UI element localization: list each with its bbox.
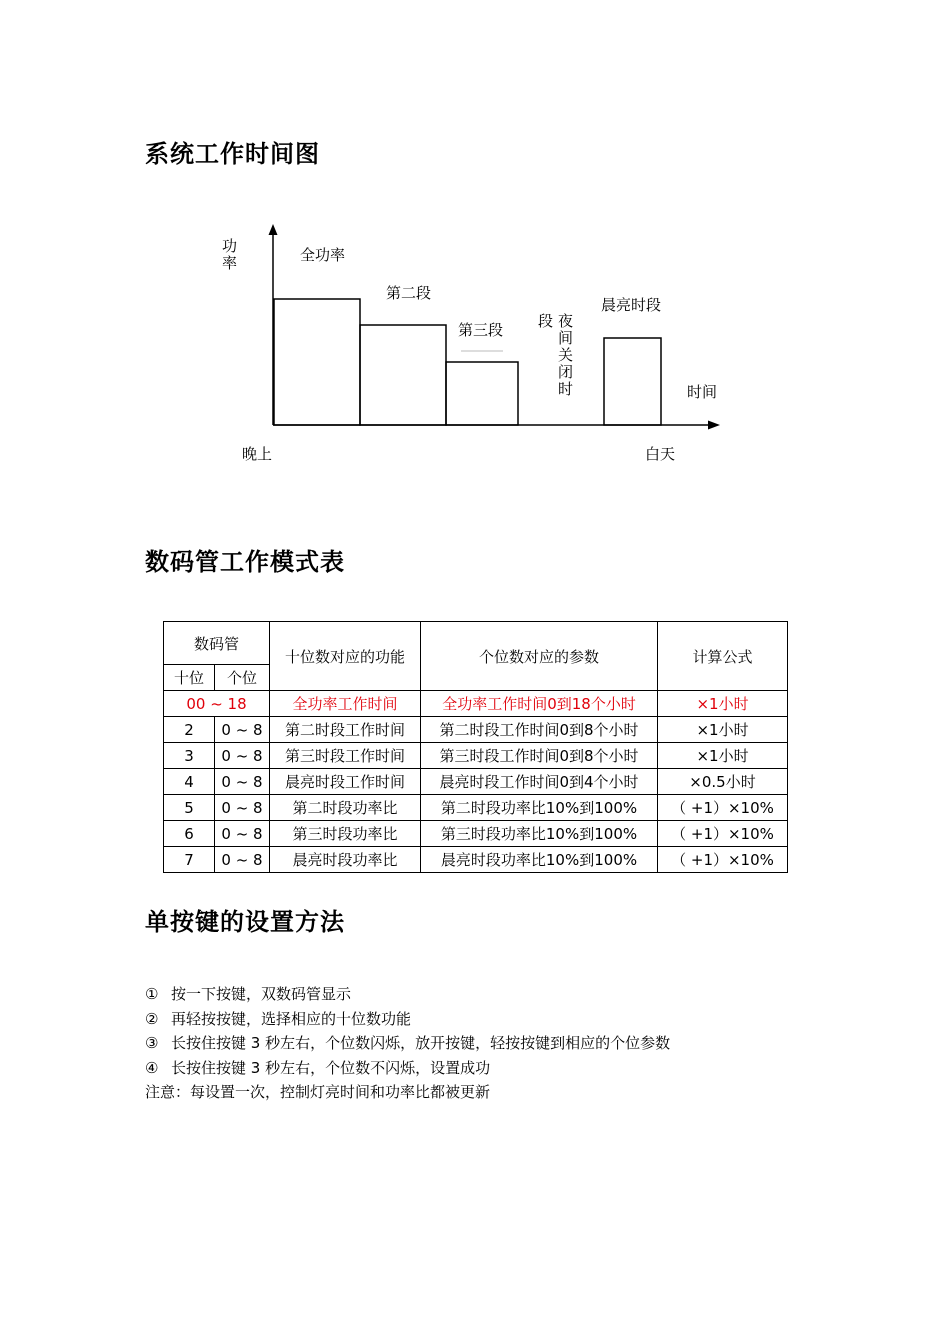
table-row xyxy=(164,717,788,743)
cell-function: 第二时段工作时间 xyxy=(270,717,421,743)
cell-param: 全功率工作时间0到18个小时 xyxy=(421,691,658,717)
y-axis-label-2: 率 xyxy=(222,254,238,272)
cell-range: 00 ~ 18 xyxy=(164,691,270,717)
y-axis-arrow xyxy=(269,224,278,235)
step-number: ① xyxy=(145,985,159,1003)
cell-function: 晨亮时段工作时间 xyxy=(270,769,421,795)
table-row xyxy=(164,769,788,795)
timing-chart-title: 系统工作时间图 xyxy=(145,140,320,168)
x-axis-label: 时间 xyxy=(687,383,718,401)
cell-formula: ×1小时 xyxy=(658,691,788,717)
cell-formula: （ +1）×10% xyxy=(658,847,788,873)
header-tube: 数码管 xyxy=(164,622,270,665)
cell-ones: 0 ~ 8 xyxy=(215,795,270,821)
header-formula: 计算公式 xyxy=(658,622,788,691)
cell-function: 全功率工作时间 xyxy=(270,691,421,717)
cell-param: 晨亮时段功率比10%到100% xyxy=(421,847,658,873)
step-item xyxy=(145,1007,670,1032)
table-row xyxy=(164,743,788,769)
cell-tens: 4 xyxy=(164,769,215,795)
step-number: ② xyxy=(145,1009,159,1028)
cell-param: 第二时段工作时间0到8个小时 xyxy=(421,717,658,743)
cell-function: 第三时段功率比 xyxy=(270,821,421,847)
step-text: 长按住按键 3 秒左右，个位数闪烁，放开按键，轻按按键到相应的个位参数 xyxy=(171,1034,671,1052)
cell-tens: 2 xyxy=(164,717,215,743)
header-tens-function: 十位数对应的功能 xyxy=(270,622,421,691)
night-off-label-5: 时 xyxy=(558,380,574,398)
cell-param: 第二时段功率比10%到100% xyxy=(421,795,658,821)
x-axis-arrow xyxy=(708,421,720,430)
table-header-row xyxy=(164,622,788,665)
cell-param: 第三时段工作时间0到8个小时 xyxy=(421,743,658,769)
cell-ones: 0 ~ 8 xyxy=(215,821,270,847)
table-row xyxy=(164,847,788,873)
cell-ones: 0 ~ 8 xyxy=(215,717,270,743)
cell-formula: （ +1）×10% xyxy=(658,821,788,847)
header-tens: 十位 xyxy=(164,665,215,691)
header-ones: 个位 xyxy=(215,665,270,691)
cell-tens: 7 xyxy=(164,847,215,873)
cell-formula: ×1小时 xyxy=(658,717,788,743)
cell-param: 晨亮时段工作时间0到4个小时 xyxy=(421,769,658,795)
third-stage-label: 第三段 xyxy=(458,321,504,339)
full-power-label: 全功率 xyxy=(300,246,346,264)
second-stage-label: 第二段 xyxy=(386,284,432,302)
mode-table xyxy=(163,621,788,873)
cell-ones: 0 ~ 8 xyxy=(215,743,270,769)
step-text: 再轻按按键，选择相应的十位数功能 xyxy=(171,1009,412,1028)
cell-tens: 6 xyxy=(164,821,215,847)
cell-function: 第三时段工作时间 xyxy=(270,743,421,769)
header-ones-param: 个位数对应的参数 xyxy=(421,622,658,691)
night-off-side-label: 段 xyxy=(538,312,554,330)
night-off-label-4: 闭 xyxy=(558,363,574,381)
table-row xyxy=(164,795,788,821)
step-number: ③ xyxy=(145,1034,159,1052)
morning-stage-bar xyxy=(604,338,661,425)
second-stage-bar xyxy=(360,325,446,425)
button-setup-title: 单按键的设置方法 xyxy=(145,908,345,936)
step-text: 长按住按键 3 秒左右，个位数不闪烁，设置成功 xyxy=(171,1058,491,1077)
cell-function: 晨亮时段功率比 xyxy=(270,847,421,873)
timing-diagram xyxy=(0,0,950,520)
cell-formula: ×0.5小时 xyxy=(658,769,788,795)
night-off-label-3: 关 xyxy=(558,346,574,364)
table-row xyxy=(164,691,788,717)
step-item xyxy=(145,1031,670,1056)
cell-ones: 0 ~ 8 xyxy=(215,847,270,873)
note: 注意：每设置一次，控制灯亮时间和功率比都被更新 xyxy=(145,1083,491,1101)
daytime-label: 白天 xyxy=(645,445,676,463)
night-off-label-1: 夜 xyxy=(558,312,574,330)
mode-table-title: 数码管工作模式表 xyxy=(145,548,345,576)
cell-formula: （ +1）×10% xyxy=(658,795,788,821)
step-item xyxy=(145,1056,670,1081)
y-axis-label-1: 功 xyxy=(222,237,238,255)
step-item xyxy=(145,982,670,1007)
cell-ones: 0 ~ 8 xyxy=(215,769,270,795)
step-text: 按一下按键，双数码管显示 xyxy=(171,985,352,1003)
cell-formula: ×1小时 xyxy=(658,743,788,769)
night-off-label-2: 间 xyxy=(558,329,574,347)
setup-steps xyxy=(145,982,670,1105)
full-power-bar xyxy=(274,299,360,425)
cell-tens: 3 xyxy=(164,743,215,769)
cell-param: 第三时段功率比10%到100% xyxy=(421,821,658,847)
table-row xyxy=(164,821,788,847)
morning-stage-label: 晨亮时段 xyxy=(601,296,662,314)
step-number: ④ xyxy=(145,1058,159,1077)
evening-label: 晚上 xyxy=(242,445,273,463)
cell-tens: 5 xyxy=(164,795,215,821)
cell-function: 第二时段功率比 xyxy=(270,795,421,821)
third-stage-bar xyxy=(446,362,518,425)
